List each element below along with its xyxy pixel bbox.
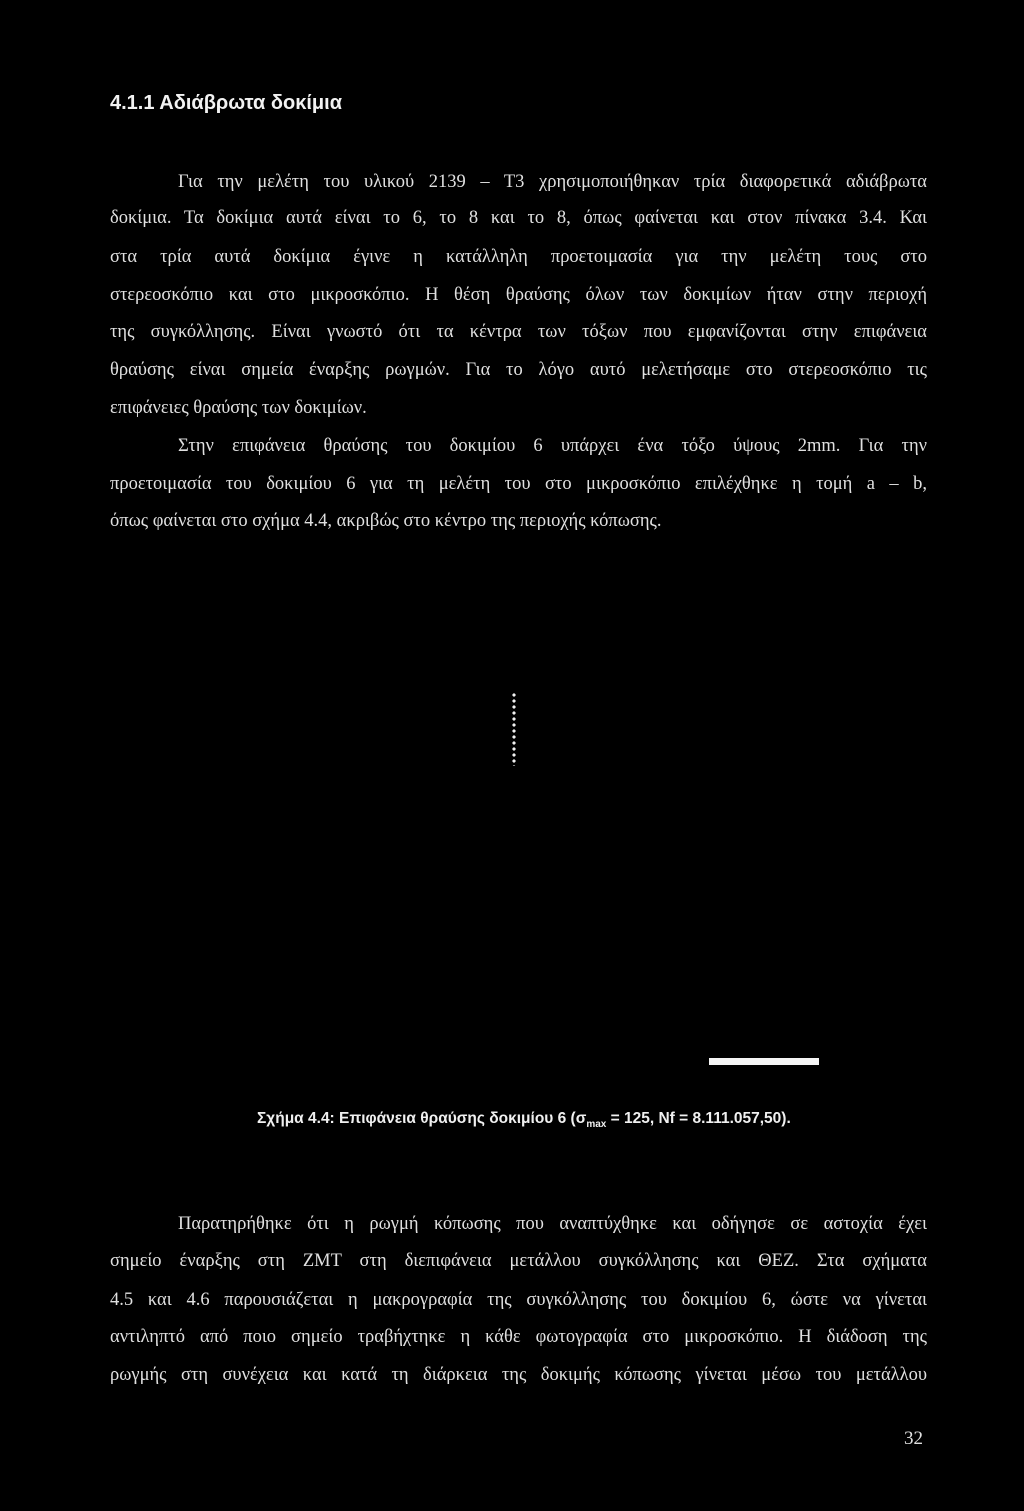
text-line: σημείο έναρξης στη ΖΜΤ στη διεπιφάνεια μετάλλου συγκόλλησης και ΘΕΖ. Στα σχήματα bbox=[110, 1251, 927, 1271]
text-line: αντιληπτό από ποιο σημείο τραβήχτηκε η κάθε φωτογραφία στο μικροσκόπιο. Η διάδοση της bbox=[110, 1327, 927, 1347]
text-line: όπως φαίνεται στο σχήμα 4.4, ακριβώς στο κέντρο της περιοχής κόπωσης. bbox=[110, 511, 662, 531]
caption-prefix: Σχήμα 4.4: Επιφάνεια θραύσης δοκιμίου 6 (σ bbox=[257, 1110, 587, 1127]
text-line: Για την μελέτη του υλικού 2139 – Τ3 χρησιμοποιήθηκαν τρία διαφορετικά αδιάβρωτα bbox=[178, 172, 927, 192]
text-line: της συγκόλλησης. Είναι γνωστό ότι τα κέντρα των τόξων που εμφανίζονται στην επιφάνεια bbox=[110, 322, 927, 342]
text-line: στα τρία αυτά δοκίμια έγινε η κατάλληλη προετοιμασία για την μελέτη τους στο bbox=[110, 247, 927, 267]
fracture-surface-figure bbox=[110, 585, 927, 1083]
text-line: προετοιμασία του δοκιμίου 6 για τη μελέτη του στο μικροσκόπιο επιλέχθηκε η τομή a – b, bbox=[110, 474, 927, 494]
text-line: ρωγμής στη συνέχεια και κατά τη διάρκεια της δοκιμής κόπωσης γίνεται μέσω του μετάλλου bbox=[110, 1365, 927, 1385]
text-line: επιφάνειες θραύσης των δοκιμίων. bbox=[110, 398, 367, 418]
section-heading: 4.1.1 Αδιάβρωτα δοκίμια bbox=[110, 92, 343, 114]
caption-subscript: max bbox=[586, 1119, 607, 1131]
section-line-a-b bbox=[512, 692, 516, 766]
text-line: δοκίμια. Τα δοκίμια αυτά είναι το 6, το 8 και το 8, όπως φαίνεται και στον πίνακα 3.4. Και bbox=[110, 208, 927, 228]
text-line: 4.5 και 4.6 παρουσιάζεται η μακρογραφία της συγκόλλησης του δοκιμίου 6, ώστε να γίνεται bbox=[110, 1290, 927, 1310]
text-line: στερεοσκόπιο και στο μικροσκόπιο. Η θέση θραύσης όλων των δοκιμίων ήταν στην περιοχή bbox=[110, 285, 927, 305]
text-line: Στην επιφάνεια θραύσης του δοκιμίου 6 υπάρχει ένα τόξο ύψους 2mm. Για την bbox=[178, 436, 927, 456]
text-line: Παρατηρήθηκε ότι η ρωγμή κόπωσης που αναπτύχθηκε και οδήγησε σε αστοχία έχει bbox=[178, 1214, 927, 1234]
figure-caption bbox=[257, 1110, 791, 1130]
text-line: θραύσης είναι σημεία έναρξης ρωγμών. Για το λόγο αυτό μελετήσαμε στο στερεοσκόπιο τις bbox=[110, 360, 927, 380]
scale-bar bbox=[709, 1058, 819, 1065]
caption-suffix: = 125, Nf = 8.111.057,50). bbox=[606, 1110, 791, 1127]
page-number: 32 bbox=[904, 1428, 923, 1449]
